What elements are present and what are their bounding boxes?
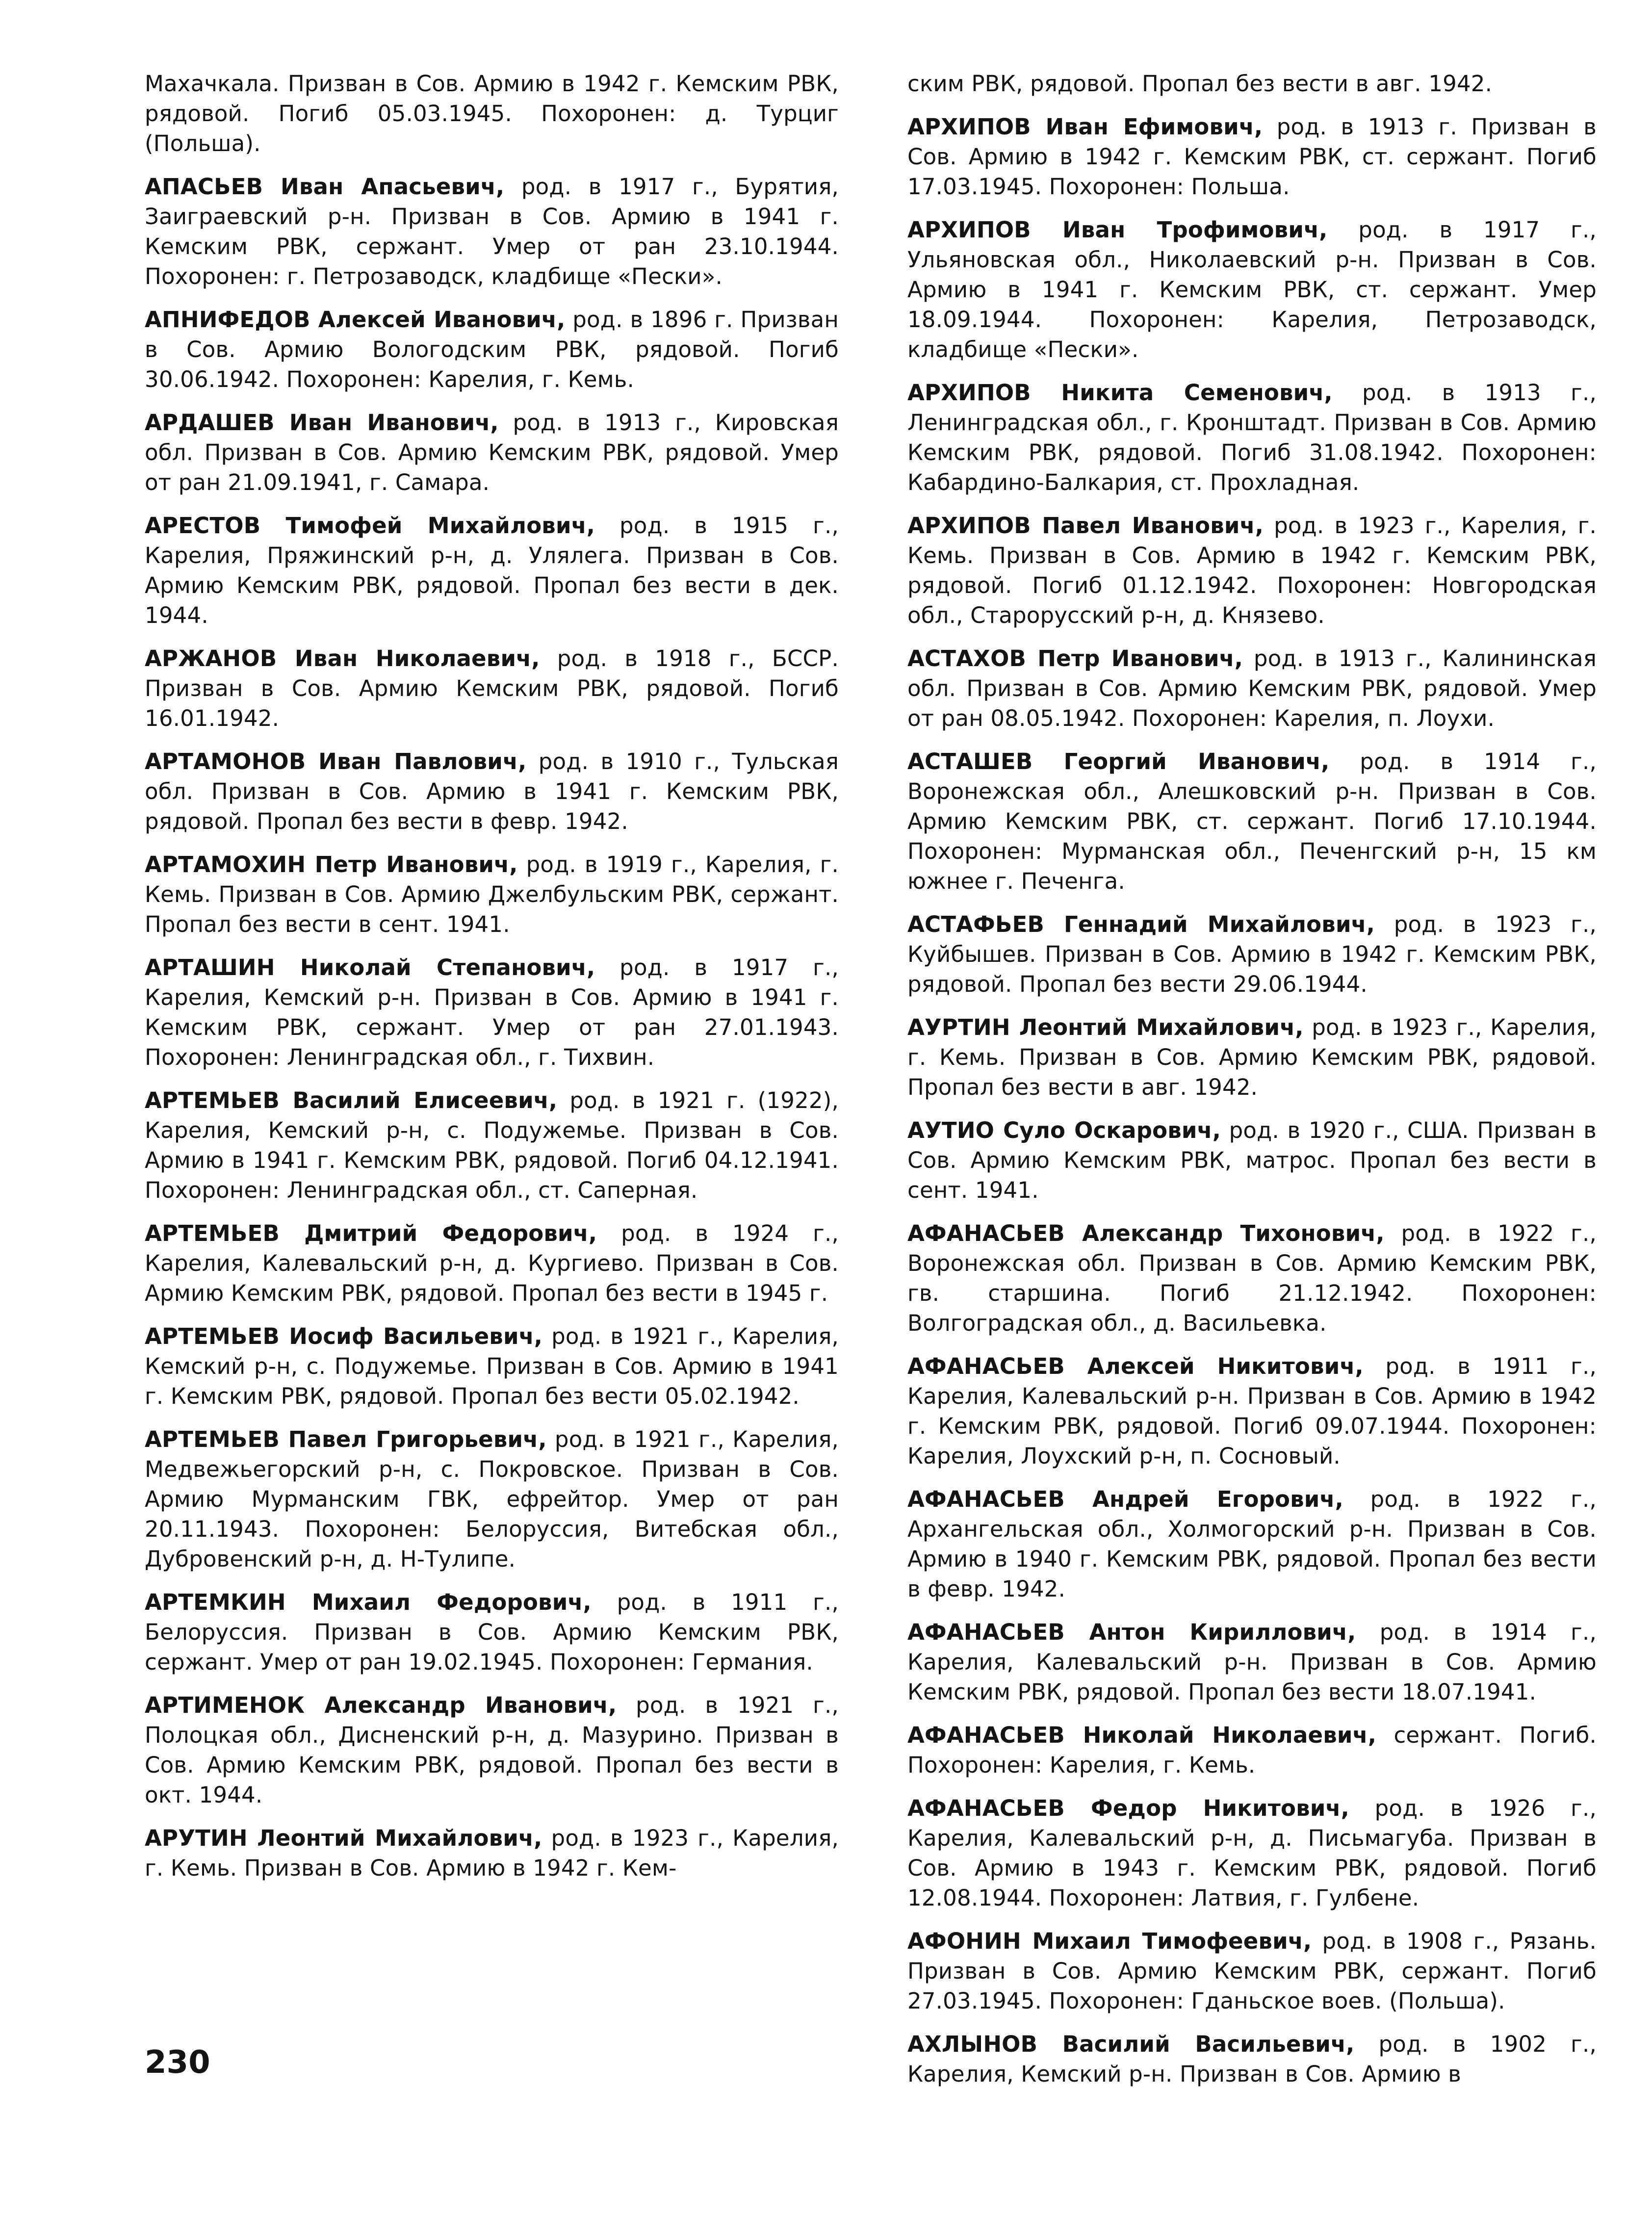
entry [907,909,1597,999]
entry-name: АФОНИН Михаил Тимофеевич, [907,1928,1312,1954]
entry-name: АФАНАСЬЕВ Антон Кириллович, [907,1619,1356,1645]
entry-name: АРДАШЕВ Иван Иванович, [145,410,499,436]
entry [907,1115,1597,1205]
entry-name: АРТАМОНОВ Иван Павлович, [145,748,527,774]
entry-text: род. в 1922 г., Воронежская обл. Призван в Сов. Армию Кемским РВК, гв. старшина. Погиб 21.12.1942. Похоронен: Волгоградская обл., д. Васильевка. [907,1220,1597,1336]
entry-text: род. в 1908 г., Рязань. Призван в Сов. Армию Кемским РВК, сержант. Погиб 27.03.1945. Похоронен: Гданьское воев. (Польша). [907,1928,1597,2014]
entry-name: АРТАМОХИН Петр Иванович, [145,851,518,877]
entry-name: АРХИПОВ Иван Ефимович, [907,114,1263,140]
entry-text: ским РВК, рядовой. Пропал без вести в авг. 1942. [907,71,1493,97]
entry-name: АФАНАСЬЕВ Николай Николаевич, [907,1722,1377,1748]
entry-name: АХЛЫНОВ Василий Васильевич, [907,2031,1355,2057]
entry-name: АФАНАСЬЕВ Алексей Никитович, [907,1353,1364,1379]
entry-name: АФАНАСЬЕВ Федор Никитович, [907,1795,1349,1821]
entry-text: род. в 1914 г., Карелия, Калевальский р-н. Призван в Сов. Армию Кемским РВК, рядовой. Пропал без вести 18.07.1941. [907,1619,1597,1705]
entry [145,1321,839,1411]
entry-name: АРТЕМЬЕВ Павел Григорьевич, [145,1426,547,1452]
entry [907,69,1597,99]
entry-name: АСТАХОВ Петр Иванович, [907,645,1243,671]
entry-text: род. в 1921 г., Полоцкая обл., Дисненский р-н, д. Мазурино. Призван в Сов. Армию Кемским РВК, рядовой. Пропал без вести в окт. 1944. [145,1692,839,1808]
entry [145,408,839,497]
entry-name: АРТЕМЬЕВ Василий Елисеевич, [145,1087,558,1113]
entry-text: род. в 1919 г., Карелия, г. Кемь. Призван в Сов. Армию Джелбульским РВК, сержант. Пропал без вести в сент. 1941. [145,851,839,937]
entry [145,850,839,939]
entry-text: род. в 1910 г., Тульская обл. Призван в Сов. Армию в 1941 г. Кемским РВК, рядовой. Пропал без вести в февр. 1942. [145,748,839,834]
entry-text: род. в 1915 г., Карелия, Пряжинский р-н, д. Улялега. Призван в Сов. Армию Кемским РВК, рядовой. Пропал без вести в дек. 1944. [145,513,839,628]
entry [145,511,839,630]
entry-text: род. в 1920 г., США. Призван в Сов. Армию Кемским РВК, матрос. Пропал без вести в сент. 1941. [907,1117,1597,1203]
entry-text: род. в 1896 г. Призван в Сов. Армию Вологодским РВК, рядовой. Погиб 30.06.1942. Похоронен: Карелия, г. Кемь. [145,307,839,392]
entry-text: род. в 1913 г., Кировская обл. Призван в Сов. Армию Кемским РВК, рядовой. Умер от ран 21.09.1941, г. Самара. [145,410,839,495]
entry [907,1617,1597,1707]
entry-text: род. в 1914 г., Воронежская обл., Алешковский р-н. Призван в Сов. Армию Кемским РВК, ст. сержант. Погиб 17.10.1944. Похоронен: Мурманская обл., Печенгский р-н, 15 км южнее г. Печенга. [907,748,1597,894]
entry-name: АРУТИН Леонтий Михайлович, [145,1825,542,1851]
entry [145,1823,839,1883]
entry [145,1085,839,1205]
entry-text: род. в 1902 г., Карелия, Кемский р-н. Призван в Сов. Армию в [907,2031,1597,2087]
entry-text: сержант. Погиб. Похоронен: Карелия, г. Кемь. [907,1722,1597,1778]
left-column [145,69,839,1896]
entry [907,112,1597,202]
entry [907,1793,1597,1913]
entry-text: род. в 1917 г., Карелия, Кемский р-н. Призван в Сов. Армию в 1941 г. Кемским РВК, сержант. Умер от ран 27.01.1943. Похоронен: Ленинградская обл., г. Тихвин. [145,954,839,1070]
entry [145,747,839,836]
entry [145,305,839,394]
entry [145,172,839,291]
entry-name: АРЕСТОВ Тимофей Михайлович, [145,513,595,539]
entry [907,1720,1597,1780]
entry [907,378,1597,497]
right-column [907,69,1597,2102]
entry [907,747,1597,896]
entry-text: род. в 1923 г., Карелия, г. Кемь. Призван в Сов. Армию в 1942 г. Кемским РВК, рядовой. Погиб 01.12.1942. Похоронен: Новгородская обл., Старорусский р-н, д. Князево. [907,513,1597,628]
page-number: 230 [145,2044,210,2081]
entry-name: АРТАШИН Николай Степанович, [145,954,595,980]
entry [907,1218,1597,1338]
entry-text: род. в 1921 г. (1922), Карелия, Кемский р-н, с. Подужемье. Призван в Сов. Армию в 1941 г. Кемским РВК, рядовой. Погиб 04.12.1941. Похоронен: Ленинградская обл., ст. Саперная. [145,1087,839,1203]
entry-text: род. в 1923 г., Куйбышев. Призван в Сов. Армию в 1942 г. Кемским РВК, рядовой. Пропал без вести 29.06.1944. [907,911,1597,997]
entry-name: АПАСЬЕВ Иван Апасьевич, [145,174,505,200]
entry [145,69,839,158]
entry-text: род. в 1922 г., Архангельская обл., Холмогорский р-н. Призван в Сов. Армию в 1940 г. Кемским РВК, рядовой. Пропал без вести в февр. 1942. [907,1486,1597,1602]
entry [907,1484,1597,1604]
entry-text: род. в 1923 г., Карелия, г. Кемь. Призван в Сов. Армию в 1942 г. Кем- [145,1825,839,1881]
entry-text: Махачкала. Призван в Сов. Армию в 1942 г. Кемским РВК, рядовой. Погиб 05.03.1945. Похоронен: д. Турциг (Польша). [145,71,839,156]
entry-text: род. в 1911 г., Белоруссия. Призван в Сов. Армию Кемским РВК, сержант. Умер от ран 19.02.1945. Похоронен: Германия. [145,1589,839,1675]
entry [907,1351,1597,1471]
entry-text: род. в 1913 г., Ленинградская обл., г. Кронштадт. Призван в Сов. Армию Кемским РВК, рядовой. Погиб 31.08.1942. Похоронен: Кабардино-Балкария, ст. Прохладная. [907,380,1597,495]
entry [907,215,1597,364]
entry-name: АРТИМЕНОК Александр Иванович, [145,1692,617,1718]
entry-text: род. в 1921 г., Карелия, Кемский р-н, с. Подужемье. Призван в Сов. Армию в 1941 г. Кемским РВК, рядовой. Пропал без вести 05.02.1942. [145,1323,839,1409]
entry [907,1926,1597,2016]
entry-text: род. в 1913 г. Призван в Сов. Армию в 1942 г. Кемским РВК, ст. сержант. Погиб 17.03.1945. Похоронен: Польша. [907,114,1597,200]
entry-name: АРЖАНОВ Иван Николаевич, [145,645,540,671]
entry-text: род. в 1926 г., Карелия, Калевальский р-н, д. Письмагуба. Призван в Сов. Армию в 1943 г. Кемским РВК, рядовой. Погиб 12.08.1944. Похоронен: Латвия, г. Гулбене. [907,1795,1597,1911]
entry-text: род. в 1924 г., Карелия, Калевальский р-н, д. Кургиево. Призван в Сов. Армию Кемским РВК, рядовой. Пропал без вести в 1945 г. [145,1220,839,1306]
entry [907,2029,1597,2089]
entry-text: род. в 1923 г., Карелия, г. Кемь. Призван в Сов. Армию Кемским РВК, рядовой. Пропал без вести в авг. 1942. [907,1014,1597,1100]
entry-name: АПНИФЕДОВ Алексей Иванович, [145,307,566,333]
entry-name: АРТЕМЬЕВ Иосиф Васильевич, [145,1323,543,1349]
entry [145,953,839,1072]
entry-name: АУРТИН Леонтий Михайлович, [907,1014,1304,1040]
entry-name: АРТЕМКИН Михаил Федорович, [145,1589,592,1615]
entry-name: АСТАШЕВ Георгий Иванович, [907,748,1330,774]
entry-text: род. в 1917 г., Ульяновская обл., Николаевский р-н. Призван в Сов. Армию в 1941 г. Кемским РВК, ст. сержант. Умер 18.09.1944. Похоронен: Карелия, Петрозаводск, кладбище «Пески». [907,217,1597,362]
entry [907,511,1597,630]
entry [907,1012,1597,1102]
entry-text: род. в 1911 г., Карелия, Калевальский р-н. Призван в Сов. Армию в 1942 г. Кемским РВК, рядовой. Погиб 09.07.1944. Похоронен: Карелия, Лоухский р-н, п. Сосновый. [907,1353,1597,1469]
entry-name: АФАНАСЬЕВ Андрей Егорович, [907,1486,1343,1512]
entry [145,1424,839,1574]
entry-name: АСТАФЬЕВ Геннадий Михайлович, [907,911,1375,937]
entry-text: род. в 1917 г., Бурятия, Заиграевский р-н. Призван в Сов. Армию в 1941 г. Кемским РВК, сержант. Умер от ран 23.10.1944. Похоронен: г. Петрозаводск, кладбище «Пески». [145,174,839,289]
entry [907,644,1597,733]
entry-name: АФАНАСЬЕВ Александр Тихонович, [907,1220,1385,1246]
entry [145,1690,839,1810]
entry [145,1218,839,1308]
entry-name: АРХИПОВ Иван Трофимович, [907,217,1328,243]
entry-name: АУТИО Суло Оскарович, [907,1117,1221,1143]
entry-name: АРХИПОВ Павел Иванович, [907,513,1264,539]
entry-text: род. в 1913 г., Калининская обл. Призван в Сов. Армию Кемским РВК, рядовой. Умер от ран 08.05.1942. Похоронен: Карелия, п. Лоухи. [907,645,1597,731]
entry [145,644,839,733]
entry-text: род. в 1921 г., Карелия, Медвежьегорский р-н, с. Покровское. Призван в Сов. Армию Мурманским ГВК, ефрейтор. Умер от ран 20.11.1943. Похоронен: Белоруссия, Витебская обл., Дубровенский р-н, д. Н-Тулипе. [145,1426,839,1572]
entry-text: род. в 1918 г., БССР. Призван в Сов. Армию Кемским РВК, рядовой. Погиб 16.01.1942. [145,645,839,731]
entry [145,1587,839,1677]
entry-name: АРТЕМЬЕВ Дмитрий Федорович, [145,1220,597,1246]
entry-name: АРХИПОВ Никита Семенович, [907,380,1333,406]
